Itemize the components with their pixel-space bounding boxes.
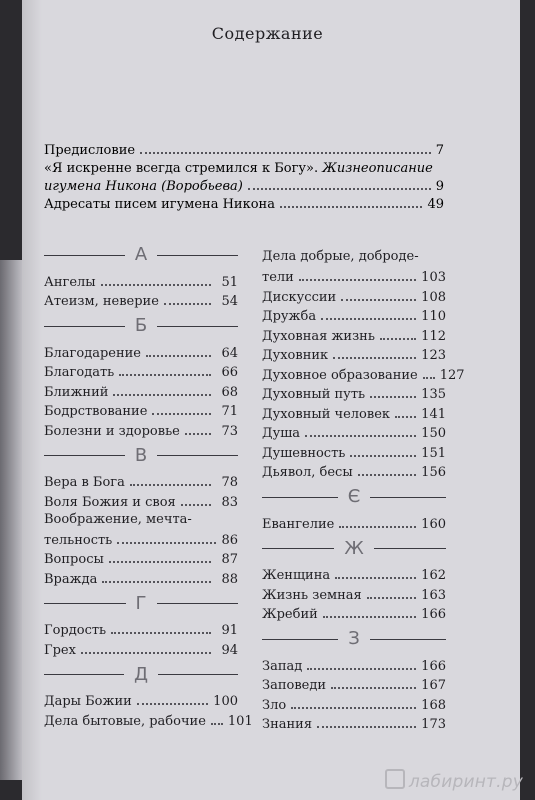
toc-entry-page: 100: [213, 694, 238, 709]
toc-entry: [44, 361, 238, 381]
leader-dots: [140, 152, 431, 154]
toc-entry: [262, 583, 446, 603]
toc-entry-page: 73: [221, 423, 238, 439]
toc-entry-title: Гордость: [44, 623, 107, 638]
leader-dots: [211, 723, 223, 725]
toc-entry: [44, 490, 238, 510]
toc-entry: [44, 400, 238, 420]
leader-dots: [380, 338, 416, 340]
toc-entry: [262, 512, 446, 532]
leader-dots: [395, 416, 416, 418]
front-entry: [44, 194, 444, 212]
toc-entry-title: Женщина: [262, 568, 331, 583]
divider-rule: [262, 548, 334, 549]
section-letter: Є: [347, 486, 361, 507]
leader-dots: [81, 652, 211, 654]
toc-entry: [262, 363, 465, 383]
toc-left-column: [44, 238, 253, 729]
toc-entry: [262, 564, 446, 584]
book-left-edge: [0, 260, 22, 780]
divider-rule: [262, 497, 338, 498]
toc-entry-page: 66: [221, 365, 238, 380]
toc-entry: [44, 419, 238, 439]
toc-entry-title: Ангелы: [44, 274, 96, 290]
toc-entry-title: Атеизм, неверие: [44, 294, 159, 309]
front-entry: [44, 140, 444, 158]
toc-entry-page: 162: [421, 568, 446, 583]
toc-entry: [262, 383, 446, 403]
section-letter: З: [348, 628, 360, 649]
toc-entry: [262, 305, 446, 325]
toc-entry-page: 78: [221, 475, 238, 490]
section-letter: Г: [135, 592, 147, 614]
leader-dots: [117, 542, 216, 544]
toc-entry-page: 163: [421, 587, 446, 603]
divider-rule: [157, 255, 238, 256]
toc-entry-title: Дьявол, бесы: [262, 465, 353, 480]
toc-entry-page: 88: [221, 571, 238, 587]
toc-entry-page: 64: [221, 345, 238, 361]
toc-entry: [262, 324, 446, 344]
toc-entry-title-cont: тельность: [44, 532, 113, 548]
toc-entry: [44, 270, 238, 290]
toc-entry: [44, 341, 238, 361]
toc-entry: [44, 619, 238, 639]
letter-divider: [44, 242, 238, 268]
front-entry-page: 7: [435, 143, 444, 158]
leader-dots: [152, 413, 211, 415]
toc-entry-title: Вопросы: [44, 552, 104, 567]
toc-entry-line: [262, 266, 446, 285]
divider-rule: [44, 603, 126, 604]
front-entry-page: 49: [427, 197, 444, 212]
toc-entry-page: 150: [421, 426, 446, 441]
leader-dots: [248, 188, 431, 190]
toc-entry: [262, 285, 446, 305]
toc-entry: [262, 461, 446, 481]
divider-rule: [157, 603, 239, 604]
labirint-logo-icon: [385, 769, 405, 789]
toc-entry-title: Духовный человек: [262, 406, 391, 422]
toc-entry-title: Дискуссии: [262, 289, 337, 305]
leader-dots: [119, 374, 211, 376]
leader-dots: [370, 396, 416, 398]
divider-rule: [262, 639, 338, 640]
leader-dots: [321, 318, 416, 320]
toc-entry-page: 112: [421, 328, 446, 344]
toc-entry-title: Дружба: [262, 309, 317, 324]
watermark-text: лабиринт.ру: [408, 772, 523, 792]
toc-entry-title: Дары Божии: [44, 694, 132, 709]
toc-entry: [262, 441, 446, 461]
toc-entry-page: 103: [421, 270, 446, 285]
leader-dots: [185, 433, 211, 435]
leader-dots: [341, 299, 416, 301]
toc-entry-line: [44, 529, 238, 548]
divider-rule: [158, 674, 238, 675]
toc-entry-title: Заповеди: [262, 678, 327, 693]
toc-entry-title: Душевность: [262, 445, 346, 461]
toc-entry: [44, 380, 238, 400]
toc-entry-title: Благодарение: [44, 345, 141, 361]
toc-entry-title: Душа: [262, 426, 301, 441]
divider-rule: [374, 548, 446, 549]
leader-dots: [101, 284, 211, 286]
toc-entry-title: Благодать: [44, 365, 115, 380]
section-letter: Б: [134, 315, 148, 336]
divider-rule: [44, 455, 125, 456]
toc-entry-page: 156: [421, 465, 446, 480]
leader-dots: [280, 206, 422, 208]
letter-divider: [262, 536, 446, 562]
toc-entry-page: 151: [421, 445, 446, 461]
leader-dots: [146, 355, 211, 357]
letter-divider: [262, 626, 446, 652]
toc-entry: [44, 638, 238, 658]
divider-rule: [44, 326, 125, 327]
toc-entry: [44, 548, 238, 568]
toc-entry-title: Духовная жизнь: [262, 328, 375, 344]
toc-entry-title: Жребий: [262, 607, 318, 622]
leader-dots: [307, 668, 416, 670]
toc-entry: [44, 290, 238, 310]
toc-entry-page: 54: [221, 294, 238, 309]
toc-entry-title-cont: тели: [262, 270, 294, 285]
section-letter: А: [134, 244, 148, 265]
toc-entry-page: 166: [421, 607, 446, 622]
section-letter: Д: [133, 663, 149, 685]
toc-entry: [262, 674, 446, 694]
front-entry-subtitle-part: Жизнеописание: [322, 161, 433, 176]
toc-entry-page: 166: [421, 658, 446, 674]
toc-entry-title: Запад: [262, 658, 303, 674]
toc-entry: [262, 713, 446, 733]
leader-dots: [358, 474, 417, 476]
toc-entry-page: 68: [221, 384, 238, 400]
leader-dots: [331, 687, 416, 689]
toc-entry-title: Вражда: [44, 571, 98, 587]
section-letter: Ж: [344, 537, 364, 559]
toc-entry-title: Ближний: [44, 384, 109, 400]
toc-entry-title: Духовник: [262, 348, 329, 363]
toc-right-column: [262, 247, 465, 732]
front-entry: [44, 176, 444, 194]
front-entry-title: Адресаты писем игумена Никона: [44, 197, 275, 212]
letter-divider: [44, 591, 238, 617]
toc-entry-page: 135: [421, 387, 446, 402]
toc-entry-title: Бодрствование: [44, 404, 148, 419]
letter-divider: [262, 484, 446, 510]
toc-entry: [44, 567, 238, 587]
toc-entry-title: Жизнь земная: [262, 587, 362, 603]
toc-entry: [44, 471, 238, 491]
toc-entry-title: Духовное образование: [262, 367, 418, 383]
section-letter: В: [134, 444, 148, 466]
toc-entry: [262, 422, 446, 442]
toc-entry-page: 167: [421, 678, 446, 693]
toc-entry-title: Духовный путь: [262, 387, 366, 402]
leader-dots: [350, 455, 416, 457]
toc-entry: [44, 709, 253, 729]
toc-entry-title: Воля Божия и своя: [44, 494, 176, 510]
leader-dots: [291, 707, 416, 709]
toc-entry-page: 173: [421, 717, 446, 732]
toc-entry: [262, 402, 446, 422]
leader-dots: [339, 526, 416, 528]
leader-dots: [423, 377, 435, 379]
toc-entry-title: Зло: [262, 697, 287, 713]
divider-rule: [370, 639, 446, 640]
leader-dots: [113, 394, 211, 396]
leader-dots: [164, 303, 211, 305]
toc-entry-page: 91: [221, 623, 238, 638]
toc-entry-title: Воображение, мечта-: [44, 511, 192, 527]
leader-dots: [109, 561, 211, 563]
toc-entry-page: 127: [439, 367, 465, 383]
toc-entry-title: Вера в Бога: [44, 475, 125, 490]
toc-entry: [262, 654, 446, 674]
toc-entry: [44, 510, 238, 548]
toc-entry: [44, 690, 238, 710]
leader-dots: [137, 703, 208, 705]
leader-dots: [323, 616, 416, 618]
toc-entry-page: 108: [421, 289, 446, 305]
divider-rule: [370, 497, 446, 498]
toc-entry: [262, 693, 446, 713]
toc-entry-page: 83: [221, 494, 238, 510]
toc-entry: [262, 603, 446, 623]
toc-entry-page: 101: [227, 713, 253, 729]
leader-dots: [333, 357, 416, 359]
toc-entry-page: 71: [221, 404, 238, 419]
toc-entry-page: 123: [421, 348, 446, 363]
toc-entry-title: Знания: [262, 717, 313, 732]
page-title: Содержание: [211, 24, 324, 43]
toc-entry-page: 87: [221, 552, 238, 567]
watermark: [385, 769, 523, 792]
toc-entry-page: 110: [421, 309, 446, 324]
front-entry-page: 9: [435, 179, 444, 194]
divider-rule: [44, 674, 124, 675]
leader-dots: [102, 581, 211, 583]
leader-dots: [130, 484, 211, 486]
toc-entry-page: 51: [221, 274, 238, 290]
divider-rule: [44, 255, 125, 256]
toc-entry-page: 141: [421, 406, 446, 422]
toc-entry-title: Дела добрые, доброде-: [262, 249, 419, 264]
letter-divider: [44, 443, 238, 469]
leader-dots: [317, 726, 416, 728]
leader-dots: [335, 577, 416, 579]
leader-dots: [111, 632, 211, 634]
letter-divider: [44, 313, 238, 339]
front-entry-title: Предисловие: [44, 143, 136, 158]
toc-entry-page: 86: [221, 532, 238, 548]
toc-entry-title: Грех: [44, 642, 76, 658]
toc-entry-page: 160: [421, 516, 446, 532]
toc-entry-page: 94: [221, 642, 238, 658]
divider-rule: [157, 455, 238, 456]
leader-dots: [305, 435, 416, 437]
front-matter: [44, 140, 444, 212]
letter-divider: [44, 662, 238, 688]
front-entry-title: «Я искренне всегда стремился к Богу». Жизнеописание: [44, 161, 433, 176]
toc-entry-page: 168: [421, 697, 446, 713]
front-entry-subtitle: игумена Никона (Воробьева): [44, 179, 243, 194]
toc-entry-title: Евангелие: [262, 516, 335, 532]
toc-entry: [262, 247, 446, 285]
leader-dots: [367, 597, 416, 599]
leader-dots: [181, 504, 211, 506]
toc-entry-title: Болезни и здоровье: [44, 423, 180, 439]
front-entry-line: [44, 158, 444, 176]
toc-entry-title: Дела бытовые, рабочие: [44, 713, 206, 729]
leader-dots: [299, 279, 416, 281]
divider-rule: [157, 326, 238, 327]
toc-entry: [262, 344, 446, 364]
